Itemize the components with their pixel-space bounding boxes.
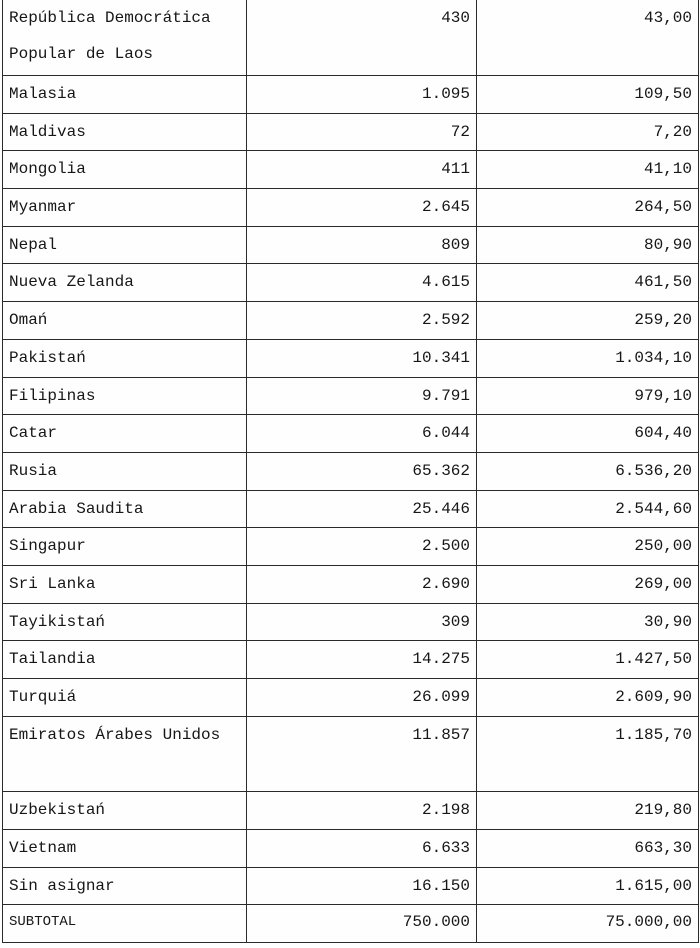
amount-cell: 25.446 — [247, 490, 477, 528]
table-row — [3, 528, 699, 566]
share-cell: 30,90 — [477, 603, 699, 641]
country-cell: Sri Lanka — [3, 565, 247, 603]
amount-cell: 72 — [247, 113, 477, 151]
share-cell: 250,00 — [477, 528, 699, 566]
share-cell: 80,90 — [477, 226, 699, 264]
subtotal-share: 75.000,00 — [477, 905, 699, 943]
amount-cell: 26.099 — [247, 679, 477, 717]
share-cell: 259,20 — [477, 302, 699, 340]
amount-cell: 2.690 — [247, 565, 477, 603]
table-row — [3, 490, 699, 528]
country-cell: Tailandia — [3, 641, 247, 679]
share-cell: 461,50 — [477, 264, 699, 302]
country-cell: Emiratos Árabes Unidos — [3, 716, 247, 792]
amount-cell: 65.362 — [247, 452, 477, 490]
country-cell: República Democrática Popular de Laos — [3, 0, 247, 76]
share-cell: 219,80 — [477, 792, 699, 830]
share-cell: 979,10 — [477, 377, 699, 415]
share-cell: 264,50 — [477, 189, 699, 227]
country-cell: Uzbekistań — [3, 792, 247, 830]
country-cell: Arabia Saudita — [3, 490, 247, 528]
share-cell: 1.034,10 — [477, 339, 699, 377]
share-cell: 1.615,00 — [477, 867, 699, 905]
share-cell: 1.185,70 — [477, 716, 699, 792]
country-cell: Catar — [3, 415, 247, 453]
table-row — [3, 302, 699, 340]
country-cell: Myanmar — [3, 189, 247, 227]
table-row — [3, 565, 699, 603]
share-cell: 269,00 — [477, 565, 699, 603]
subtotal-row — [3, 905, 699, 943]
subtotal-label: SUBTOTAL — [3, 905, 247, 943]
amount-cell: 4.615 — [247, 264, 477, 302]
amount-cell: 809 — [247, 226, 477, 264]
amount-cell: 2.592 — [247, 302, 477, 340]
table-row — [3, 452, 699, 490]
country-cell: Malasia — [3, 76, 247, 114]
share-cell: 41,10 — [477, 151, 699, 189]
country-cell: Maldivas — [3, 113, 247, 151]
country-cell: Sin asignar — [3, 867, 247, 905]
amount-cell: 6.633 — [247, 829, 477, 867]
table-row — [3, 189, 699, 227]
share-cell: 2.544,60 — [477, 490, 699, 528]
amount-cell: 9.791 — [247, 377, 477, 415]
table-row — [3, 339, 699, 377]
amount-cell: 2.198 — [247, 792, 477, 830]
subtotal-amount: 750.000 — [247, 905, 477, 943]
share-cell: 604,40 — [477, 415, 699, 453]
share-cell: 1.427,50 — [477, 641, 699, 679]
share-cell: 2.609,90 — [477, 679, 699, 717]
table-row — [3, 113, 699, 151]
share-cell: 109,50 — [477, 76, 699, 114]
table-row — [3, 76, 699, 114]
table-row — [3, 415, 699, 453]
table-row — [3, 264, 699, 302]
country-cell: Singapur — [3, 528, 247, 566]
country-cell: Vietnam — [3, 829, 247, 867]
amount-cell: 430 — [247, 0, 477, 76]
table-row — [3, 679, 699, 717]
allocation-table — [2, 0, 699, 943]
share-cell: 6.536,20 — [477, 452, 699, 490]
table-row — [3, 151, 699, 189]
share-cell: 663,30 — [477, 829, 699, 867]
country-cell: Nepal — [3, 226, 247, 264]
table-row — [3, 0, 699, 76]
amount-cell: 6.044 — [247, 415, 477, 453]
table-row — [3, 641, 699, 679]
country-cell: Nueva Zelanda — [3, 264, 247, 302]
country-cell: Omań — [3, 302, 247, 340]
country-cell: Pakistań — [3, 339, 247, 377]
amount-cell: 2.500 — [247, 528, 477, 566]
table-row — [3, 377, 699, 415]
table-row — [3, 867, 699, 905]
amount-cell: 16.150 — [247, 867, 477, 905]
table-row — [3, 792, 699, 830]
amount-cell: 411 — [247, 151, 477, 189]
table-row — [3, 716, 699, 792]
country-cell: Mongolia — [3, 151, 247, 189]
amount-cell: 309 — [247, 603, 477, 641]
share-cell: 7,20 — [477, 113, 699, 151]
country-cell: Tayikistań — [3, 603, 247, 641]
table-row — [3, 226, 699, 264]
amount-cell: 1.095 — [247, 76, 477, 114]
table-row — [3, 603, 699, 641]
country-cell: Rusia — [3, 452, 247, 490]
country-cell: Turquiá — [3, 679, 247, 717]
share-cell: 43,00 — [477, 0, 699, 76]
country-cell: Filipinas — [3, 377, 247, 415]
amount-cell: 2.645 — [247, 189, 477, 227]
table-row — [3, 829, 699, 867]
amount-cell: 11.857 — [247, 716, 477, 792]
amount-cell: 10.341 — [247, 339, 477, 377]
amount-cell: 14.275 — [247, 641, 477, 679]
